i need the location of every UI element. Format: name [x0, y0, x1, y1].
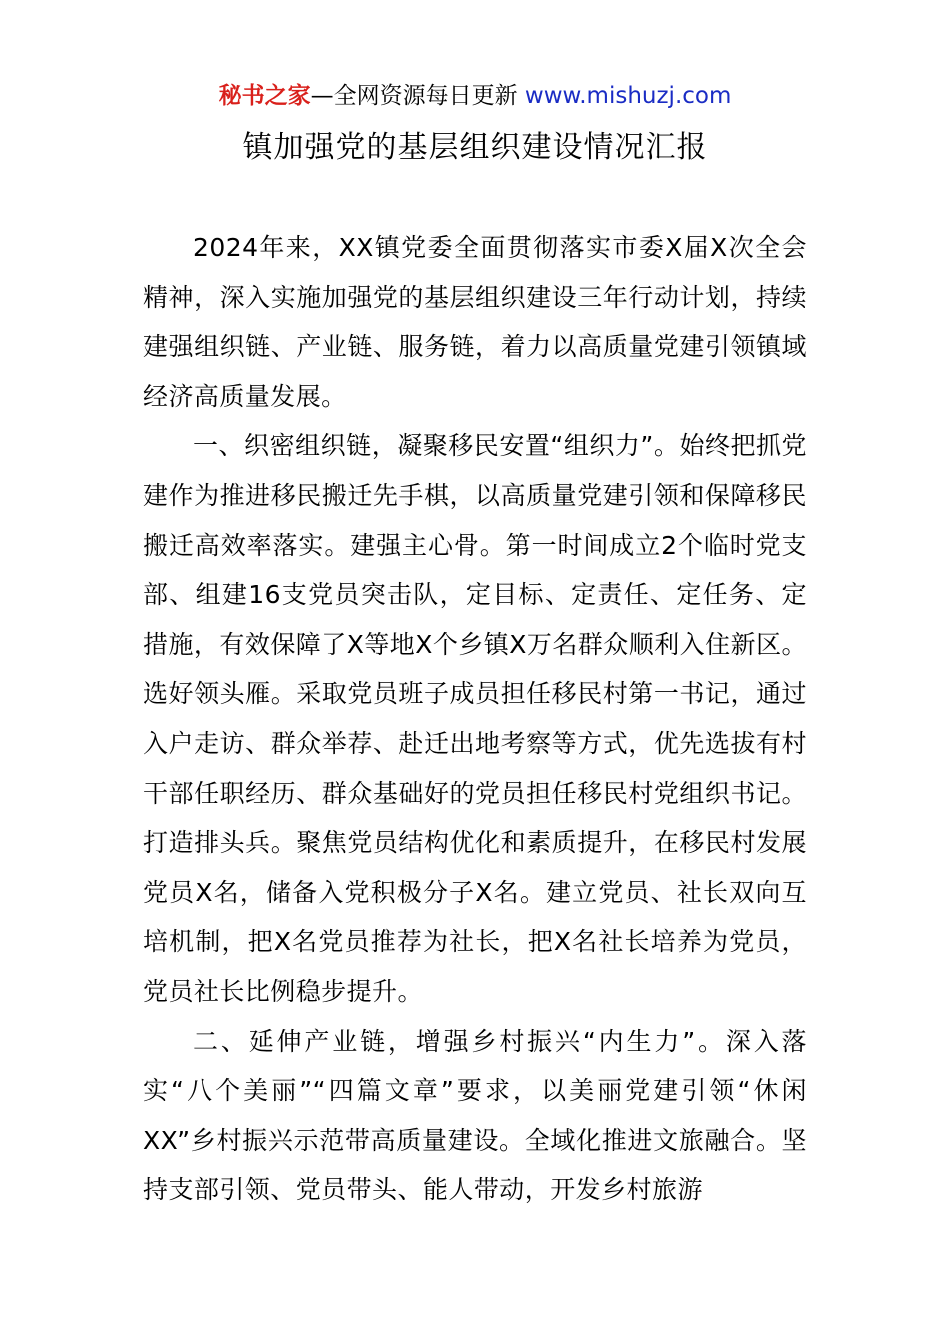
document-title: 镇加强党的基层组织建设情况汇报 [242, 130, 708, 165]
document-body [143, 223, 807, 1215]
site-tagline: —全网资源每日更新 [310, 83, 518, 109]
paragraph-section-one: 一、织密组织链，凝聚移民安置“组织力”。始终把抓党建作为推进移民搬迁先手棋，以高质量党建引领和保障移民搬迁高效率落实。建强主心骨。第一时间成立2个临时党支部、组建16支党员突击队，定目标、定责任、定任务、定措施，有效保障了X等地X个乡镇X万名群众顺利入住新区。选好领头雁。采取党员班子成员担任移民村第一书记，通过入户走访、群众举荐、赴迁出地考察等方式，优先选拔有村干部任职经历、群众基础好的党员担任移民村党组织书记。打造排头兵。聚焦党员结构优化和素质提升，在移民村发展党员X名，储备入党积极分子X名。建立党员、社长双向互培机制，把X名党员推荐为社长，把X名社长培养为党员，党员社长比例稳步提升。 [143, 431, 807, 1006]
paragraph-section-two: 二、延伸产业链，增强乡村振兴“内生力”。深入落实“八个美丽”“四篇文章”要求，以美丽党建引领“休闲XX”乡村振兴示范带高质量建设。全域化推进文旅融合。坚持支部引领、党员带头、能人带动，开发乡村旅游 [143, 1026, 807, 1205]
site-header [0, 80, 950, 112]
site-brand: 秘书之家 [218, 83, 311, 109]
site-url-link[interactable]: www.mishuzj.com [524, 83, 732, 109]
paragraph-intro: 2024年来，XX镇党委全面贯彻落实市委X届X次全会精神，深入实施加强党的基层组织建设三年行动计划，持续建强组织链、产业链、服务链，着力以高质量党建引领镇域经济高质量发展。 [143, 233, 807, 411]
